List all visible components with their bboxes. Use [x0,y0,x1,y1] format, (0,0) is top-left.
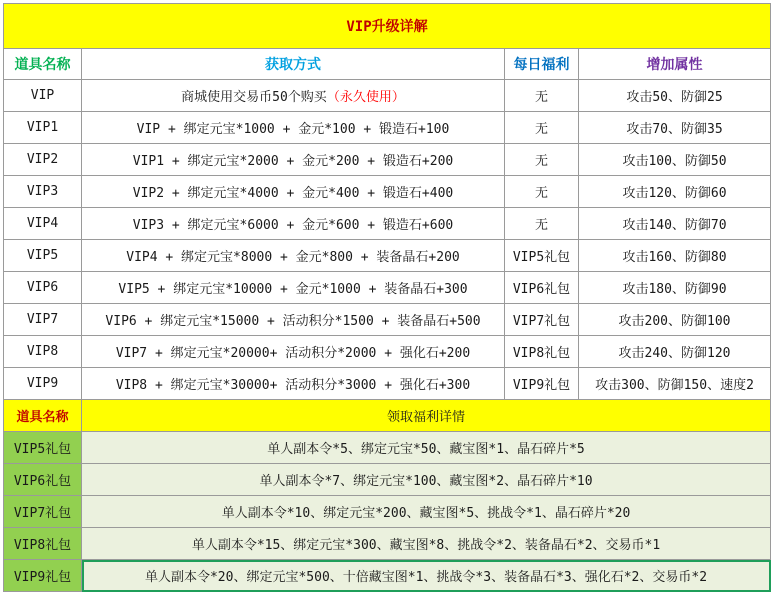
cell-method[interactable] [82,80,505,112]
cell-method[interactable]: VIP1 + 绑定元宝*2000 + 金元*200 + 锻造石+200 [82,144,505,176]
method-text: 商城使用交易币50个购买 [181,90,327,105]
cell-name[interactable]: VIP1 [4,112,82,144]
cell-attr[interactable]: 攻击160、防御80 [579,240,771,272]
cell-attr[interactable]: 攻击180、防御90 [579,272,771,304]
gift-row [4,560,771,592]
header-name[interactable]: 道具名称 [4,49,82,80]
cell-daily[interactable]: VIP9礼包 [505,368,579,400]
cell-name[interactable]: VIP7 [4,304,82,336]
header-attr[interactable]: 增加属性 [579,49,771,80]
cell-attr[interactable]: 攻击140、防御70 [579,208,771,240]
cell-method[interactable]: VIP + 绑定元宝*1000 + 金元*100 + 锻造石+100 [82,112,505,144]
gift-name[interactable]: VIP8礼包 [4,528,82,560]
cell-name[interactable]: VIP5 [4,240,82,272]
gift-header-name[interactable]: 道具名称 [4,400,82,432]
cell-daily[interactable]: VIP7礼包 [505,304,579,336]
cell-daily[interactable]: VIP6礼包 [505,272,579,304]
method-note: （永久使用） [326,90,405,105]
cell-daily[interactable]: 无 [505,144,579,176]
cell-name[interactable]: VIP4 [4,208,82,240]
gift-row [4,432,771,464]
gift-header-detail[interactable]: 领取福利详情 [82,400,771,432]
gift-detail[interactable]: 单人副本令*15、绑定元宝*300、藏宝图*8、挑战令*2、装备晶石*2、交易币*1 [82,528,771,560]
header-method[interactable]: 获取方式 [82,49,505,80]
table-row [4,112,771,144]
cell-method[interactable]: VIP8 + 绑定元宝*30000+ 活动积分*3000 + 强化石+300 [82,368,505,400]
cell-name[interactable]: VIP9 [4,368,82,400]
cell-attr[interactable]: 攻击120、防御60 [579,176,771,208]
header-daily[interactable]: 每日福利 [505,49,579,80]
gift-row [4,464,771,496]
cell-method[interactable]: VIP3 + 绑定元宝*6000 + 金元*600 + 锻造石+600 [82,208,505,240]
cell-daily[interactable]: 无 [505,176,579,208]
table-row [4,240,771,272]
cell-daily[interactable]: 无 [505,208,579,240]
table-row [4,80,771,112]
cell-method[interactable]: VIP5 + 绑定元宝*10000 + 金元*1000 + 装备晶石+300 [82,272,505,304]
gift-detail-selected[interactable]: 单人副本令*20、绑定元宝*500、十倍藏宝图*1、挑战令*3、装备晶石*3、强化石*2、交易币*2 [82,560,771,592]
table-row [4,272,771,304]
title-row [4,4,771,49]
gift-name[interactable]: VIP7礼包 [4,496,82,528]
cell-attr[interactable]: 攻击300、防御150、速度2 [579,368,771,400]
cell-method[interactable]: VIP4 + 绑定元宝*8000 + 金元*800 + 装备晶石+200 [82,240,505,272]
vip-upgrade-table [3,3,771,592]
cell-attr[interactable]: 攻击50、防御25 [579,80,771,112]
cell-daily[interactable]: VIP5礼包 [505,240,579,272]
cell-name[interactable]: VIP3 [4,176,82,208]
gift-detail[interactable]: 单人副本令*10、绑定元宝*200、藏宝图*5、挑战令*1、晶石碎片*20 [82,496,771,528]
header-row [4,49,771,80]
gift-header-row [4,400,771,432]
table-title[interactable]: VIP升级详解 [4,4,771,49]
cell-name[interactable]: VIP [4,80,82,112]
cell-method[interactable]: VIP2 + 绑定元宝*4000 + 金元*400 + 锻造石+400 [82,176,505,208]
table-row [4,208,771,240]
cell-name[interactable]: VIP2 [4,144,82,176]
cell-daily[interactable]: 无 [505,112,579,144]
cell-attr[interactable]: 攻击240、防御120 [579,336,771,368]
gift-name[interactable]: VIP9礼包 [4,560,82,592]
table-row [4,336,771,368]
gift-detail[interactable]: 单人副本令*7、绑定元宝*100、藏宝图*2、晶石碎片*10 [82,464,771,496]
table-row [4,304,771,336]
gift-name[interactable]: VIP5礼包 [4,432,82,464]
table-row [4,144,771,176]
cell-attr[interactable]: 攻击100、防御50 [579,144,771,176]
gift-detail[interactable]: 单人副本令*5、绑定元宝*50、藏宝图*1、晶石碎片*5 [82,432,771,464]
table-row [4,368,771,400]
cell-attr[interactable]: 攻击200、防御100 [579,304,771,336]
gift-row [4,528,771,560]
gift-name[interactable]: VIP6礼包 [4,464,82,496]
cell-name[interactable]: VIP6 [4,272,82,304]
table-row [4,176,771,208]
cell-daily[interactable]: VIP8礼包 [505,336,579,368]
cell-attr[interactable]: 攻击70、防御35 [579,112,771,144]
cell-method[interactable]: VIP6 + 绑定元宝*15000 + 活动积分*1500 + 装备晶石+500 [82,304,505,336]
gift-row [4,496,771,528]
cell-daily[interactable]: 无 [505,80,579,112]
cell-name[interactable]: VIP8 [4,336,82,368]
cell-method[interactable]: VIP7 + 绑定元宝*20000+ 活动积分*2000 + 强化石+200 [82,336,505,368]
